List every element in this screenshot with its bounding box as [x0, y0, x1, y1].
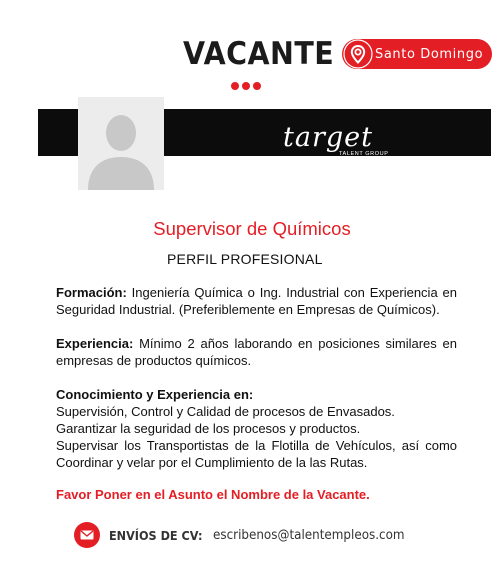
envelope-icon [74, 522, 100, 548]
profile-placeholder-avatar [78, 97, 164, 190]
list-item: Supervisar los Transportistas de la Flotilla de Vehículos, así como [56, 438, 457, 453]
formacion-label: Formación: [56, 285, 127, 300]
person-silhouette-icon [78, 97, 164, 190]
job-title: Supervisor de Químicos [153, 218, 351, 239]
list-item: Coordinar y velar por el Cumplimiento de la las Rutas. [56, 455, 368, 470]
brand-logo [283, 122, 389, 157]
conocimiento-section [56, 386, 457, 471]
location-label: Santo Domingo [375, 46, 484, 62]
list-item: Garantizar la seguridad de los procesos y productos. [56, 421, 361, 436]
cv-contact [74, 522, 421, 548]
formacion-paragraph [56, 284, 457, 318]
location-badge [342, 39, 492, 69]
dot [231, 82, 239, 90]
brand-tagline: TALENT GROUP [339, 151, 389, 157]
list-item: Supervisión, Control y Calidad de procesos de Envasados. [56, 404, 395, 419]
dot [242, 82, 250, 90]
subject-notice: Favor Poner en el Asunto el Nombre de la Vacante. [56, 487, 370, 502]
page-title: VACANTE [183, 36, 335, 72]
experiencia-paragraph [56, 335, 457, 369]
section-heading: PERFIL PROFESIONAL [167, 251, 323, 267]
conocimiento-label: Conocimiento y Experiencia en: [56, 387, 254, 402]
contact-email-link[interactable]: escribenos@talentempleos.com [212, 527, 405, 543]
experiencia-label: Experiencia: [56, 336, 134, 351]
decorative-dots [231, 82, 261, 90]
cv-label: ENVÍOS DE CV: [109, 527, 203, 543]
experiencia-text: Mínimo 2 años laborando en posiciones similares en empresas de productos químicos. [56, 336, 457, 368]
brand-name: target [283, 122, 373, 153]
location-pin-icon [343, 39, 373, 69]
dot [253, 82, 261, 90]
formacion-text: Ingeniería Química o Ing. Industrial con Experiencia en Seguridad Industrial. (Preferiblemente en Empresas de Químicos). [56, 285, 457, 317]
